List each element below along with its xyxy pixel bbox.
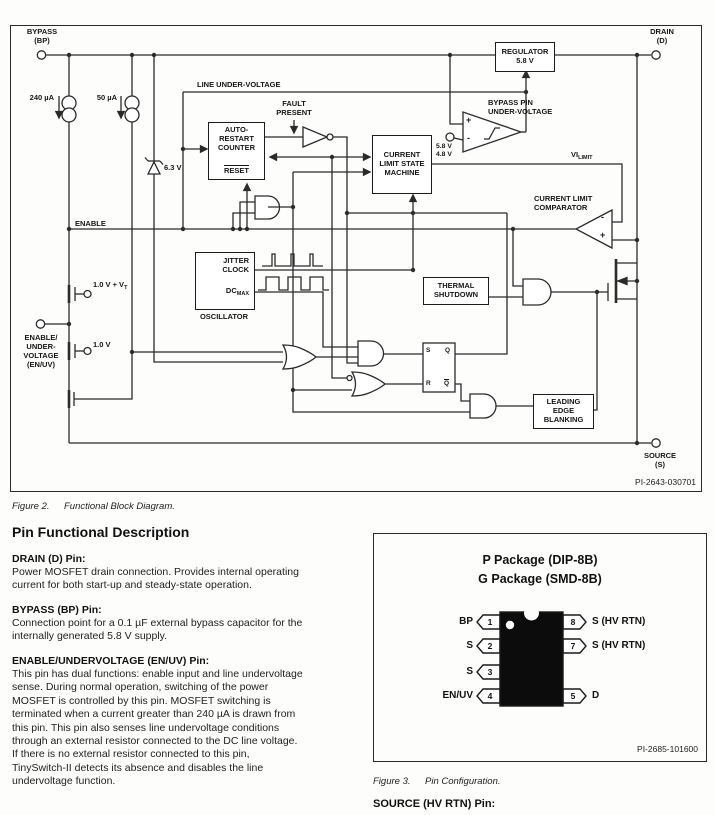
pin2-name: S — [466, 640, 473, 651]
ff-s-label: S — [426, 347, 431, 354]
source-pin-label: SOURCE (S) — [643, 451, 677, 469]
bpuv-minus-sign: - — [467, 133, 470, 143]
drain-pin-label: DRAIN (D) — [650, 27, 674, 45]
leb-label: LEADING EDGE BLANKING — [543, 397, 584, 424]
drain-pin-section-title: DRAIN (D) Pin: — [12, 553, 86, 565]
state-machine-label: CURRENT LIMIT STATE MACHINE — [379, 150, 425, 177]
clc-plus-sign: + — [600, 230, 606, 240]
figure2-caption-label: Figure 2. — [12, 501, 50, 512]
pin5-number: 5 — [570, 691, 576, 701]
pin1-number: 1 — [487, 617, 493, 627]
pin4-name: EN/UV — [442, 690, 473, 701]
leading-edge-blanking-block — [533, 394, 594, 429]
source-hv-rtn-heading: SOURCE (HV RTN) Pin: — [373, 798, 496, 810]
fault-present-label: FAULT PRESENT — [276, 99, 312, 117]
regulator-label: REGULATOR 5.8 V — [501, 47, 549, 65]
current-limit-state-machine-block — [372, 135, 432, 194]
dcmax-label: $DC_{MAX}$ — [225, 286, 249, 297]
package-title: P Package (DIP-8B) G Package (SMD-8B) — [478, 553, 602, 586]
figure3-pi-code: PI-2685-101600 — [637, 744, 698, 754]
thermal-shutdown-block — [423, 277, 489, 305]
ff-r-label: R — [426, 380, 431, 387]
jitter-label: JITTER — [223, 256, 249, 265]
figure2-pi-code: PI-2643-030701 — [635, 477, 696, 487]
pin7-name: S (HV RTN) — [592, 640, 646, 651]
bypass-pin-uv-label: BYPASS PIN UNDER-VOLTAGE — [488, 98, 553, 116]
clock-label: CLOCK — [222, 265, 249, 274]
enuv-pin-section-body: This pin has dual functions: enable input and line undervoltage sense. During normal operation, switching of the power MOSFET is controlled by this pin. MOSFET switching is terminated when a current greater than 240 µA is drawn from this pin. This pin also senses line undervoltage conditions through an external resistor connected to the DC line voltage. If there is no external resistor connected to this pin, TinySwitch-II detects its absence and disables the line undervoltage function. — [12, 668, 303, 788]
figure3-caption: Pin Configuration. — [425, 776, 501, 787]
zener-voltage-label: 6.3 V — [164, 163, 182, 172]
pin-functional-description-heading: Pin Functional Description — [12, 524, 190, 540]
pin7-number: 7 — [570, 641, 576, 651]
current-limit-comparator-label: CURRENT LIMIT COMPARATOR — [534, 194, 593, 212]
bpuv-plus-sign: + — [466, 115, 472, 125]
figure2-caption: Functional Block Diagram. — [64, 501, 175, 512]
auto-restart-counter-block — [208, 122, 265, 180]
current-50ua-label: 50 µA — [96, 93, 117, 102]
bypass-pin-section-title: BYPASS (BP) Pin: — [12, 604, 102, 616]
pin3-name: S — [466, 666, 473, 677]
figure3-caption-label: Figure 3. — [373, 776, 411, 787]
regulator-block — [495, 42, 555, 72]
enuv-pin-section-title: ENABLE/UNDERVOLTAGE (EN/UV) Pin: — [12, 655, 210, 667]
ff-qbar-label: $\overline{Q}$ — [444, 380, 450, 387]
ff-q-label: Q — [445, 347, 451, 354]
clc-minus-sign: - — [601, 212, 604, 222]
vilimit-label: $VI_{LIMIT}$ — [571, 150, 593, 161]
enuv-pin-label: ENABLE/ UNDER- VOLTAGE (EN/UV) — [23, 333, 59, 369]
drain-pin-section-body: Power MOSFET drain connection. Provides internal operating current for both start-up and steady-state operation. — [12, 566, 299, 592]
pin8-name: S (HV RTN) — [592, 616, 646, 627]
pin4-number: 4 — [487, 691, 493, 701]
pin3-number: 3 — [487, 667, 493, 677]
pin2-number: 2 — [487, 641, 493, 651]
thermal-shutdown-label: THERMAL SHUTDOWN — [433, 281, 479, 299]
oscillator-label: OSCILLATOR — [199, 312, 249, 321]
enable-label: ENABLE — [75, 219, 106, 228]
vt-threshold-label: 1.0 $V + V_T$ — [93, 280, 128, 291]
pin5-name: D — [592, 690, 600, 701]
bypass-pin-section-body: Connection point for a 0.1 µF external bypass capacitor for the internally generated 5.8 V supply. — [12, 617, 303, 643]
line-undervoltage-label: LINE UNDER-VOLTAGE — [197, 80, 281, 89]
counter-label: AUTO- RESTART COUNTER — [217, 125, 256, 152]
ref-voltages-label: 5.8 V 4.8 V — [436, 143, 452, 159]
pin1-name: BP — [459, 616, 473, 627]
pin8-number: 8 — [570, 617, 576, 627]
v10-threshold-label: 1.0 V — [93, 340, 111, 349]
current-240ua-label: 240 µA — [29, 93, 54, 102]
bypass-pin-label: BYPASS (BP) — [26, 27, 58, 45]
reset-label: RESET — [223, 166, 249, 176]
